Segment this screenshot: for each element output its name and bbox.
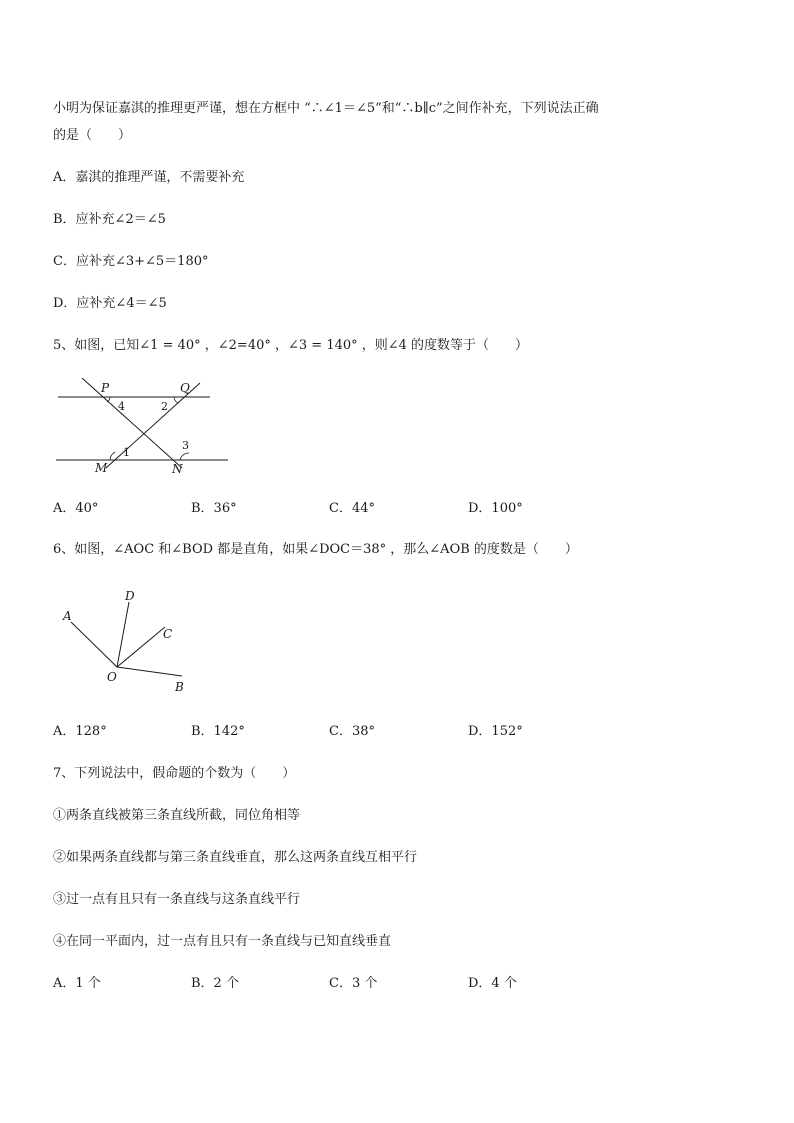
q5-label-m: M: [95, 461, 108, 475]
q6-ray-oc: [117, 627, 165, 667]
q7-statement-1: ①两条直线被第三条直线所截，同位角相等: [53, 808, 301, 823]
q4-stem-line2: 的是（ ）: [53, 128, 132, 143]
q6-option-c: C．38°: [329, 724, 375, 739]
q5-option-c: C．44°: [329, 501, 375, 516]
q6-option-b: B．142°: [191, 724, 245, 739]
q5-option-d: D．100°: [468, 501, 523, 516]
q5-line-qm: [106, 383, 200, 468]
q5-label-2: 2: [161, 400, 168, 413]
q5-angle3-arc: [180, 453, 189, 460]
q6-ray-ob: [117, 667, 182, 676]
q6-figure: [55, 585, 200, 704]
q7-stem: 7、下列说法中，假命题的个数为（ ）: [53, 766, 296, 781]
q6-label-d: D: [125, 589, 135, 603]
q7-option-a: A．1 个: [53, 976, 101, 991]
q5-label-4: 4: [118, 400, 125, 413]
q6-label-c: C: [163, 627, 173, 641]
q5-option-a: A．40°: [53, 501, 99, 516]
q5-options: [53, 500, 653, 518]
q6-figure-svg: [55, 585, 200, 700]
q6-label-a: A: [63, 609, 72, 623]
q5-figure-svg: [50, 375, 240, 480]
q5-label-3: 3: [182, 439, 189, 452]
q6-ray-od: [117, 602, 129, 667]
q5-angle4-arc: [107, 397, 110, 402]
q5-label-1: 1: [123, 446, 130, 459]
q5-option-b: B．36°: [191, 501, 237, 516]
q5-figure: [50, 375, 240, 484]
q5-angle2-arc: [174, 397, 178, 403]
q7-statement-3: ③过一点有且只有一条直线与这条直线平行: [53, 892, 301, 907]
q7-option-c: C．3 个: [329, 976, 378, 991]
q7-options: [53, 975, 653, 993]
q4-option-b: B．应补充∠2＝∠5: [53, 212, 166, 227]
q4-stem-line1: 小明为保证嘉淇的推理更严谨，想在方框中 “∴∠1＝∠5”和“∴b∥c”之间作补充，下列说法正确: [53, 101, 599, 116]
q5-label-n: N: [172, 462, 183, 476]
q4-option-c: C．应补充∠3+∠5＝180°: [53, 254, 209, 269]
q4-option-d: D．应补充∠4＝∠5: [53, 296, 167, 311]
q5-line-pn: [82, 378, 182, 468]
q4-option-a: A．嘉淇的推理严谨，不需要补充: [53, 170, 245, 185]
q5-angle1-arc: [110, 452, 115, 460]
q6-label-o: O: [107, 670, 117, 684]
q7-option-d: D．4 个: [468, 976, 517, 991]
q6-stem: 6、如图，∠AOC 和∠BOD 都是直角，如果∠DOC＝38° ，那么∠AOB 的度数是（ ）: [53, 542, 578, 557]
q7-statement-4: ④在同一平面内，过一点有且只有一条直线与已知直线垂直: [53, 934, 392, 949]
q7-statement-2: ②如果两条直线都与第三条直线垂直，那么这两条直线互相平行: [53, 850, 418, 865]
q6-ray-oa: [71, 622, 117, 667]
q6-option-a: A．128°: [53, 724, 107, 739]
q7-option-b: B．2 个: [191, 976, 239, 991]
q5-stem: 5、如图，已知∠1 = 40° ，∠2=40° ，∠3 = 140° ，则∠4 的度数等于（ ）: [53, 338, 529, 353]
q5-label-p: P: [101, 381, 110, 395]
q5-label-q: Q: [180, 381, 190, 395]
q6-label-b: B: [175, 680, 184, 694]
q6-options: [53, 723, 653, 741]
q6-option-d: D．152°: [468, 724, 523, 739]
